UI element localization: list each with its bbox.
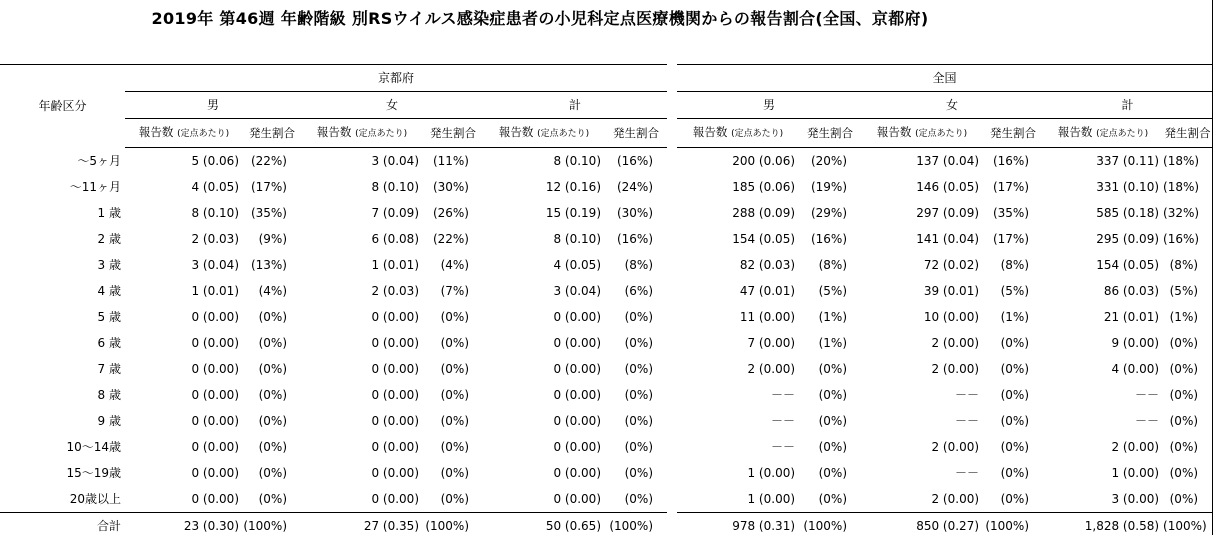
count-cell: 141 (0.04) bbox=[861, 226, 983, 252]
ratio-cell: (0%) bbox=[1163, 408, 1212, 434]
ratio-cell: (0%) bbox=[799, 356, 861, 382]
ratio-cell: (0%) bbox=[423, 382, 483, 408]
count-cell: 337 (0.11) bbox=[1043, 148, 1163, 175]
ratio-cell: (0%) bbox=[423, 356, 483, 382]
ratio-cell: (35%) bbox=[983, 200, 1043, 226]
ratio-cell: (0%) bbox=[983, 408, 1043, 434]
age-group-cell: 2 歳 bbox=[0, 226, 125, 252]
sex-header-male: 男 bbox=[125, 92, 301, 119]
age-group-cell: ～5ヶ月 bbox=[0, 148, 125, 175]
ratio-cell: (16%) bbox=[983, 148, 1043, 175]
count-cell: 2 (0.03) bbox=[125, 226, 243, 252]
count-per-site-header bbox=[483, 119, 605, 148]
count-cell: 0 (0.00) bbox=[301, 304, 423, 330]
count-cell: 146 (0.05) bbox=[861, 174, 983, 200]
ratio-cell: (22%) bbox=[423, 226, 483, 252]
count-cell: 154 (0.05) bbox=[1043, 252, 1163, 278]
ratio-header: 発生割合 bbox=[1163, 119, 1212, 148]
count-cell: －－ bbox=[1043, 382, 1163, 408]
ratio-cell: (1%) bbox=[799, 304, 861, 330]
count-cell: 23 (0.30) bbox=[125, 513, 243, 539]
count-cell: －－ bbox=[677, 382, 799, 408]
table-row bbox=[0, 486, 1212, 513]
ratio-cell: (100%) bbox=[799, 513, 861, 539]
count-cell: 27 (0.35) bbox=[301, 513, 423, 539]
count-cell: 0 (0.00) bbox=[483, 408, 605, 434]
ratio-cell: (0%) bbox=[243, 434, 301, 460]
count-cell: 2 (0.00) bbox=[1043, 434, 1163, 460]
ratio-cell: (0%) bbox=[605, 434, 667, 460]
count-label: 報告数 bbox=[139, 125, 174, 139]
count-cell: －－ bbox=[861, 382, 983, 408]
ratio-cell: (0%) bbox=[243, 382, 301, 408]
count-cell: 331 (0.10) bbox=[1043, 174, 1163, 200]
ratio-cell: (0%) bbox=[243, 356, 301, 382]
count-cell: 185 (0.06) bbox=[677, 174, 799, 200]
ratio-cell: (0%) bbox=[423, 460, 483, 486]
count-cell: 0 (0.00) bbox=[125, 330, 243, 356]
count-cell: 0 (0.00) bbox=[125, 486, 243, 513]
per-site-label: (定点あたり) bbox=[177, 129, 229, 139]
count-cell: 4 (0.05) bbox=[483, 252, 605, 278]
ratio-cell: (0%) bbox=[243, 408, 301, 434]
ratio-cell: (0%) bbox=[243, 330, 301, 356]
ratio-cell: (17%) bbox=[983, 226, 1043, 252]
count-cell: 3 (0.04) bbox=[125, 252, 243, 278]
count-cell: 1 (0.00) bbox=[677, 460, 799, 486]
ratio-cell: (8%) bbox=[983, 252, 1043, 278]
ratio-cell: (9%) bbox=[243, 226, 301, 252]
count-cell: 0 (0.00) bbox=[483, 434, 605, 460]
ratio-cell: (20%) bbox=[799, 148, 861, 175]
ratio-cell: (0%) bbox=[243, 460, 301, 486]
ratio-header: 発生割合 bbox=[983, 119, 1043, 148]
per-site-label: (定点あたり) bbox=[355, 129, 407, 139]
ratio-cell: (0%) bbox=[799, 382, 861, 408]
age-group-cell: 6 歳 bbox=[0, 330, 125, 356]
count-per-site-header bbox=[125, 119, 243, 148]
count-cell: 3 (0.04) bbox=[301, 148, 423, 175]
ratio-cell: (0%) bbox=[1163, 434, 1212, 460]
ratio-cell: (0%) bbox=[605, 382, 667, 408]
count-cell: －－ bbox=[677, 408, 799, 434]
ratio-cell: (0%) bbox=[983, 382, 1043, 408]
count-cell: －－ bbox=[1043, 408, 1163, 434]
count-cell: 0 (0.00) bbox=[301, 408, 423, 434]
ratio-cell: (11%) bbox=[423, 148, 483, 175]
ratio-header: 発生割合 bbox=[799, 119, 861, 148]
count-cell: 4 (0.00) bbox=[1043, 356, 1163, 382]
count-cell: 11 (0.00) bbox=[677, 304, 799, 330]
age-group-cell: 10～14歳 bbox=[0, 434, 125, 460]
ratio-cell: (100%) bbox=[983, 513, 1043, 539]
ratio-cell: (6%) bbox=[605, 278, 667, 304]
count-cell: 1 (0.00) bbox=[1043, 460, 1163, 486]
count-cell: 2 (0.00) bbox=[677, 356, 799, 382]
age-group-cell: 9 歳 bbox=[0, 408, 125, 434]
sex-header-female: 女 bbox=[301, 92, 483, 119]
count-cell: 47 (0.01) bbox=[677, 278, 799, 304]
ratio-cell: (5%) bbox=[799, 278, 861, 304]
ratio-cell: (35%) bbox=[243, 200, 301, 226]
age-group-cell: 4 歳 bbox=[0, 278, 125, 304]
table-row bbox=[0, 174, 1212, 200]
count-cell: 0 (0.00) bbox=[483, 356, 605, 382]
ratio-cell: (0%) bbox=[423, 434, 483, 460]
rsv-report-table bbox=[0, 64, 1212, 539]
count-cell: 6 (0.08) bbox=[301, 226, 423, 252]
count-label: 報告数 bbox=[1058, 125, 1093, 139]
ratio-cell: (29%) bbox=[799, 200, 861, 226]
count-cell: 72 (0.02) bbox=[861, 252, 983, 278]
ratio-cell: (100%) bbox=[423, 513, 483, 539]
count-cell: 850 (0.27) bbox=[861, 513, 983, 539]
count-per-site-header bbox=[677, 119, 799, 148]
region-header-kyoto: 京都府 bbox=[125, 65, 667, 92]
ratio-cell: (100%) bbox=[1163, 513, 1212, 539]
ratio-header: 発生割合 bbox=[243, 119, 301, 148]
count-cell: 8 (0.10) bbox=[483, 148, 605, 175]
ratio-cell: (16%) bbox=[605, 226, 667, 252]
ratio-cell: (0%) bbox=[799, 434, 861, 460]
age-group-cell: 20歳以上 bbox=[0, 486, 125, 513]
count-cell: 295 (0.09) bbox=[1043, 226, 1163, 252]
table-row bbox=[0, 356, 1212, 382]
count-cell: 2 (0.00) bbox=[861, 330, 983, 356]
age-group-cell: ～11ヶ月 bbox=[0, 174, 125, 200]
count-cell: 200 (0.06) bbox=[677, 148, 799, 175]
ratio-cell: (0%) bbox=[423, 304, 483, 330]
table-row bbox=[0, 200, 1212, 226]
ratio-cell: (0%) bbox=[605, 486, 667, 513]
count-cell: 297 (0.09) bbox=[861, 200, 983, 226]
page-title: 2019年 第46週 年齢階級 別RSウイルス感染症患者の小児科定点医療機関からの報告割合(全国、京都府) bbox=[0, 6, 1080, 29]
sex-header-total: 計 bbox=[483, 92, 667, 119]
ratio-cell: (0%) bbox=[423, 330, 483, 356]
ratio-cell: (32%) bbox=[1163, 200, 1212, 226]
count-cell: 0 (0.00) bbox=[483, 382, 605, 408]
count-cell: －－ bbox=[677, 434, 799, 460]
ratio-cell: (8%) bbox=[605, 252, 667, 278]
ratio-cell: (30%) bbox=[423, 174, 483, 200]
count-cell: 7 (0.09) bbox=[301, 200, 423, 226]
count-cell: 1 (0.01) bbox=[125, 278, 243, 304]
count-cell: 2 (0.03) bbox=[301, 278, 423, 304]
count-cell: 137 (0.04) bbox=[861, 148, 983, 175]
count-cell: 0 (0.00) bbox=[301, 460, 423, 486]
ratio-cell: (0%) bbox=[983, 434, 1043, 460]
count-cell: 7 (0.00) bbox=[677, 330, 799, 356]
count-per-site-header bbox=[861, 119, 983, 148]
count-cell: 0 (0.00) bbox=[483, 460, 605, 486]
count-cell: 0 (0.00) bbox=[301, 434, 423, 460]
ratio-cell: (4%) bbox=[243, 278, 301, 304]
count-cell: 0 (0.00) bbox=[301, 330, 423, 356]
per-site-label: (定点あたり) bbox=[537, 129, 589, 139]
ratio-cell: (18%) bbox=[1163, 148, 1212, 175]
ratio-cell: (0%) bbox=[983, 356, 1043, 382]
ratio-cell: (0%) bbox=[1163, 382, 1212, 408]
right-frame-divider bbox=[1212, 0, 1220, 535]
table-row bbox=[0, 434, 1212, 460]
ratio-cell: (22%) bbox=[243, 148, 301, 175]
ratio-cell: (0%) bbox=[605, 356, 667, 382]
count-cell: 0 (0.00) bbox=[125, 460, 243, 486]
ratio-cell: (0%) bbox=[1163, 330, 1212, 356]
count-cell: 1,828 (0.58) bbox=[1043, 513, 1163, 539]
count-cell: 0 (0.00) bbox=[125, 382, 243, 408]
ratio-cell: (17%) bbox=[243, 174, 301, 200]
count-cell: 9 (0.00) bbox=[1043, 330, 1163, 356]
count-cell: 0 (0.00) bbox=[483, 486, 605, 513]
ratio-cell: (16%) bbox=[605, 148, 667, 175]
ratio-cell: (7%) bbox=[423, 278, 483, 304]
count-cell: 8 (0.10) bbox=[125, 200, 243, 226]
count-cell: 2 (0.00) bbox=[861, 434, 983, 460]
ratio-cell: (0%) bbox=[1163, 486, 1212, 513]
ratio-cell: (0%) bbox=[1163, 460, 1212, 486]
ratio-cell: (8%) bbox=[1163, 252, 1212, 278]
ratio-cell: (0%) bbox=[983, 460, 1043, 486]
age-group-cell: 7 歳 bbox=[0, 356, 125, 382]
table-row bbox=[0, 226, 1212, 252]
ratio-cell: (0%) bbox=[983, 330, 1043, 356]
count-cell: 0 (0.00) bbox=[125, 356, 243, 382]
count-cell: 39 (0.01) bbox=[861, 278, 983, 304]
ratio-cell: (0%) bbox=[799, 460, 861, 486]
table-row bbox=[0, 382, 1212, 408]
count-cell: 8 (0.10) bbox=[301, 174, 423, 200]
table-row bbox=[0, 408, 1212, 434]
per-site-label: (定点あたり) bbox=[1096, 129, 1148, 139]
count-cell: 21 (0.01) bbox=[1043, 304, 1163, 330]
count-cell: 82 (0.03) bbox=[677, 252, 799, 278]
ratio-cell: (16%) bbox=[799, 226, 861, 252]
ratio-cell: (1%) bbox=[983, 304, 1043, 330]
count-cell: 0 (0.00) bbox=[483, 304, 605, 330]
ratio-header: 発生割合 bbox=[423, 119, 483, 148]
total-row bbox=[0, 513, 1212, 539]
count-cell: 154 (0.05) bbox=[677, 226, 799, 252]
ratio-cell: (0%) bbox=[983, 486, 1043, 513]
ratio-cell: (5%) bbox=[1163, 278, 1212, 304]
ratio-cell: (0%) bbox=[799, 486, 861, 513]
count-cell: 0 (0.00) bbox=[301, 486, 423, 513]
count-label: 報告数 bbox=[317, 125, 352, 139]
ratio-cell: (0%) bbox=[1163, 356, 1212, 382]
count-cell: 12 (0.16) bbox=[483, 174, 605, 200]
sex-header-total: 計 bbox=[1043, 92, 1212, 119]
count-cell: 288 (0.09) bbox=[677, 200, 799, 226]
per-site-label: (定点あたり) bbox=[731, 129, 783, 139]
count-cell: 0 (0.00) bbox=[125, 408, 243, 434]
count-cell: 4 (0.05) bbox=[125, 174, 243, 200]
age-group-cell: 1 歳 bbox=[0, 200, 125, 226]
count-cell: 2 (0.00) bbox=[861, 356, 983, 382]
count-cell: 0 (0.00) bbox=[483, 330, 605, 356]
ratio-cell: (19%) bbox=[799, 174, 861, 200]
ratio-cell: (17%) bbox=[983, 174, 1043, 200]
age-group-cell: 5 歳 bbox=[0, 304, 125, 330]
count-per-site-header bbox=[1043, 119, 1163, 148]
count-label: 報告数 bbox=[877, 125, 912, 139]
ratio-cell: (0%) bbox=[605, 304, 667, 330]
count-cell: 978 (0.31) bbox=[677, 513, 799, 539]
count-label: 報告数 bbox=[499, 125, 534, 139]
ratio-cell: (0%) bbox=[423, 408, 483, 434]
count-cell: 1 (0.01) bbox=[301, 252, 423, 278]
ratio-cell: (8%) bbox=[799, 252, 861, 278]
region-header-national: 全国 bbox=[677, 65, 1212, 92]
ratio-cell: (0%) bbox=[799, 408, 861, 434]
ratio-cell: (5%) bbox=[983, 278, 1043, 304]
ratio-cell: (16%) bbox=[1163, 226, 1212, 252]
count-cell: 50 (0.65) bbox=[483, 513, 605, 539]
age-group-cell: 8 歳 bbox=[0, 382, 125, 408]
ratio-cell: (18%) bbox=[1163, 174, 1212, 200]
ratio-cell: (30%) bbox=[605, 200, 667, 226]
count-cell: 5 (0.06) bbox=[125, 148, 243, 175]
count-cell: －－ bbox=[861, 408, 983, 434]
count-cell: 0 (0.00) bbox=[125, 304, 243, 330]
table-row bbox=[0, 330, 1212, 356]
per-site-label: (定点あたり) bbox=[915, 129, 967, 139]
count-label: 報告数 bbox=[693, 125, 728, 139]
ratio-cell: (0%) bbox=[243, 304, 301, 330]
table-row bbox=[0, 460, 1212, 486]
count-cell: 86 (0.03) bbox=[1043, 278, 1163, 304]
age-group-cell: 3 歳 bbox=[0, 252, 125, 278]
count-cell: 1 (0.00) bbox=[677, 486, 799, 513]
count-cell: 0 (0.00) bbox=[301, 382, 423, 408]
ratio-cell: (0%) bbox=[423, 486, 483, 513]
ratio-cell: (1%) bbox=[799, 330, 861, 356]
ratio-header: 発生割合 bbox=[605, 119, 667, 148]
age-header: 年齢区分 bbox=[0, 65, 125, 148]
count-cell: 3 (0.04) bbox=[483, 278, 605, 304]
ratio-cell: (1%) bbox=[1163, 304, 1212, 330]
ratio-cell: (100%) bbox=[605, 513, 667, 539]
table-row bbox=[0, 148, 1212, 175]
count-cell: 0 (0.00) bbox=[125, 434, 243, 460]
count-cell: 2 (0.00) bbox=[861, 486, 983, 513]
ratio-cell: (0%) bbox=[243, 486, 301, 513]
count-cell: 8 (0.10) bbox=[483, 226, 605, 252]
count-cell: 0 (0.00) bbox=[301, 356, 423, 382]
ratio-cell: (0%) bbox=[605, 408, 667, 434]
ratio-cell: (24%) bbox=[605, 174, 667, 200]
ratio-cell: (0%) bbox=[605, 330, 667, 356]
ratio-cell: (0%) bbox=[605, 460, 667, 486]
ratio-cell: (4%) bbox=[423, 252, 483, 278]
table-row bbox=[0, 278, 1212, 304]
count-cell: 15 (0.19) bbox=[483, 200, 605, 226]
count-cell: 585 (0.18) bbox=[1043, 200, 1163, 226]
sex-header-female: 女 bbox=[861, 92, 1043, 119]
ratio-cell: (100%) bbox=[243, 513, 301, 539]
table-row bbox=[0, 304, 1212, 330]
count-cell: 10 (0.00) bbox=[861, 304, 983, 330]
table-row bbox=[0, 252, 1212, 278]
count-per-site-header bbox=[301, 119, 423, 148]
age-group-cell: 15～19歳 bbox=[0, 460, 125, 486]
ratio-cell: (13%) bbox=[243, 252, 301, 278]
count-cell: 3 (0.00) bbox=[1043, 486, 1163, 513]
sex-header-male: 男 bbox=[677, 92, 861, 119]
count-cell: －－ bbox=[861, 460, 983, 486]
age-group-cell: 合計 bbox=[0, 513, 125, 539]
ratio-cell: (26%) bbox=[423, 200, 483, 226]
